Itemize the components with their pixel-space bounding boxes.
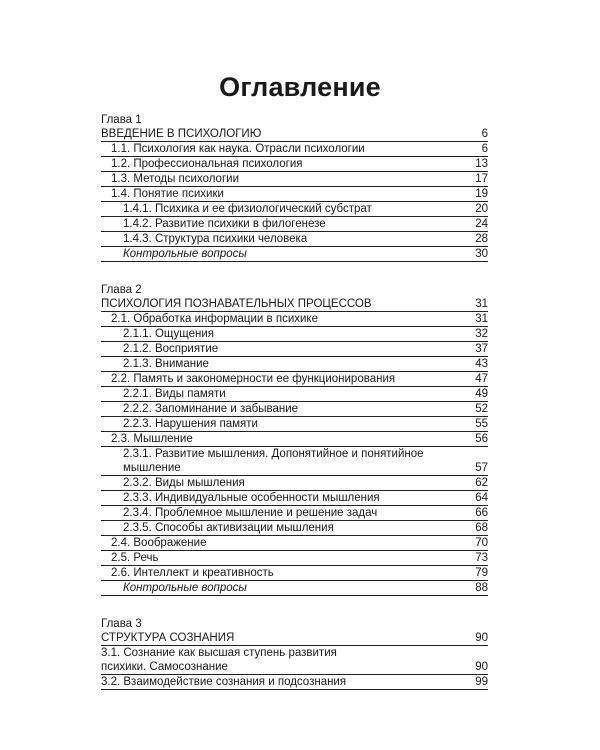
entry-text: 2.3.2. Виды мышления [123, 477, 245, 489]
entry-text-line1: 2.3.1. Развитие мышления. Допонятийное и понятийное [123, 448, 424, 460]
toc-entry[interactable] [101, 232, 488, 247]
entry-text: СТРУКТУРА СОЗНАНИЯ [101, 632, 235, 644]
toc-entry[interactable] [101, 536, 488, 551]
entry-text: 2.3.5. Способы активизации мышления [123, 522, 334, 534]
toc-entry[interactable] [101, 646, 488, 675]
entry-page: 6 [481, 143, 488, 155]
entry-page: 90 [475, 661, 488, 673]
entry-text: 2.2.2. Запоминание и забывание [123, 403, 299, 415]
toc-entry[interactable] [101, 217, 488, 232]
toc-entry[interactable] [101, 187, 488, 202]
entry-page: 31 [475, 298, 488, 310]
toc-entry-review-questions[interactable] [101, 247, 488, 262]
entry-text [101, 447, 466, 475]
entry-text: 1.4. Понятие психики [111, 188, 224, 200]
entry-page: 6 [481, 128, 488, 140]
toc-entry[interactable] [101, 506, 488, 521]
entry-text: Контрольные вопросы [123, 582, 247, 594]
toc-entry[interactable] [101, 142, 488, 157]
toc-entry[interactable] [101, 432, 488, 447]
entry-page: 20 [475, 203, 488, 215]
entry-text: Контрольные вопросы [123, 248, 247, 260]
entry-page: 66 [475, 507, 488, 519]
entry-page: 28 [475, 233, 488, 245]
entry-page: 47 [475, 373, 488, 385]
toc-entry[interactable] [101, 387, 488, 402]
chapter-label: Глава 2 [101, 284, 142, 296]
toc-entry[interactable] [101, 157, 488, 172]
entry-text-line1: 3.1. Сознание как высшая ступень развития [101, 647, 337, 659]
toc-entry[interactable] [101, 402, 488, 417]
entry-text: 1.4.3. Структура психики человека [123, 233, 308, 245]
toc-entry[interactable] [101, 127, 488, 142]
entry-text: 2.6. Интеллект и креативность [111, 567, 274, 579]
entry-text: 2.2.3. Нарушения памяти [123, 418, 258, 430]
entry-text: 2.2.1. Виды памяти [123, 388, 226, 400]
entry-text: 2.3.3. Индивидуальные особенности мышления [123, 492, 380, 504]
entry-text: 2.5. Речь [111, 552, 159, 564]
entry-page: 68 [475, 522, 488, 534]
entry-page: 55 [475, 418, 488, 430]
toc-entry[interactable] [101, 476, 488, 491]
entry-page: 88 [475, 582, 488, 594]
page-title: Оглавление [219, 72, 381, 102]
table-of-contents [101, 113, 488, 690]
toc-entry[interactable] [101, 297, 488, 312]
entry-text: 2.1.3. Внимание [123, 358, 209, 370]
toc-entry[interactable] [101, 357, 488, 372]
entry-page: 57 [475, 462, 488, 474]
toc-entry[interactable] [101, 551, 488, 566]
entry-text: ПСИХОЛОГИЯ ПОЗНАВАТЕЛЬНЫХ ПРОЦЕССОВ [101, 298, 372, 310]
entry-text [101, 646, 466, 674]
entry-page: 30 [475, 248, 488, 260]
entry-page: 49 [475, 388, 488, 400]
chapter-label: Глава 1 [101, 114, 142, 126]
toc-entry[interactable] [101, 342, 488, 357]
entry-page: 43 [475, 358, 488, 370]
entry-page: 17 [475, 173, 488, 185]
entry-text-line2: психики. Самосознание [101, 661, 228, 673]
entry-page: 32 [475, 328, 488, 340]
chapter-1 [101, 113, 488, 262]
chapter-3 [101, 617, 488, 690]
entry-page: 99 [475, 676, 488, 688]
entry-text-line2: мышление [123, 462, 181, 474]
entry-text: 2.1.1. Ощущения [123, 328, 214, 340]
entry-page: 79 [475, 567, 488, 579]
entry-page: 62 [475, 477, 488, 489]
entry-page: 64 [475, 492, 488, 504]
entry-page: 37 [475, 343, 488, 355]
toc-entry[interactable] [101, 631, 488, 646]
entry-page: 52 [475, 403, 488, 415]
entry-page: 31 [475, 313, 488, 325]
chapter-label: Глава 3 [101, 618, 142, 630]
toc-entry[interactable] [101, 172, 488, 187]
toc-entry[interactable] [101, 566, 488, 581]
toc-entry[interactable] [101, 491, 488, 506]
chapter-2 [101, 283, 488, 596]
entry-text: 2.2. Память и закономерности ее функционирования [111, 373, 396, 385]
entry-page: 19 [475, 188, 488, 200]
toc-entry[interactable] [101, 372, 488, 387]
entry-text: 1.1. Психология как наука. Отрасли психологии [111, 143, 365, 155]
entry-text: 2.1.2. Восприятие [123, 343, 219, 355]
entry-text: 2.3. Мышление [111, 433, 193, 445]
toc-entry[interactable] [101, 521, 488, 536]
toc-entry[interactable] [101, 327, 488, 342]
entry-page: 24 [475, 218, 488, 230]
toc-entry[interactable] [101, 675, 488, 690]
toc-entry[interactable] [101, 447, 488, 476]
toc-entry-review-questions[interactable] [101, 581, 488, 596]
entry-text: ВВЕДЕНИЕ В ПСИХОЛОГИЮ [101, 128, 262, 140]
entry-page: 56 [475, 433, 488, 445]
entry-page: 70 [475, 537, 488, 549]
entry-text: 1.3. Методы психологии [111, 173, 239, 185]
entry-page: 73 [475, 552, 488, 564]
entry-text: 2.1. Обработка информации в психике [111, 313, 318, 325]
entry-text: 3.2. Взаимодействие сознания и подсознания [101, 676, 347, 688]
toc-entry[interactable] [101, 312, 488, 327]
toc-entry[interactable] [101, 202, 488, 217]
entry-text: 1.2. Профессиональная психология [111, 158, 303, 170]
entry-text: 1.4.2. Развитие психики в филогенезе [123, 218, 326, 230]
entry-page: 90 [475, 632, 488, 644]
entry-text: 1.4.1. Психика и ее физиологический субстрат [123, 203, 372, 215]
entry-text: 2.4. Воображение [111, 537, 207, 549]
entry-text: 2.3.4. Проблемное мышление и решение задач [123, 507, 378, 519]
entry-page: 13 [475, 158, 488, 170]
toc-entry[interactable] [101, 417, 488, 432]
